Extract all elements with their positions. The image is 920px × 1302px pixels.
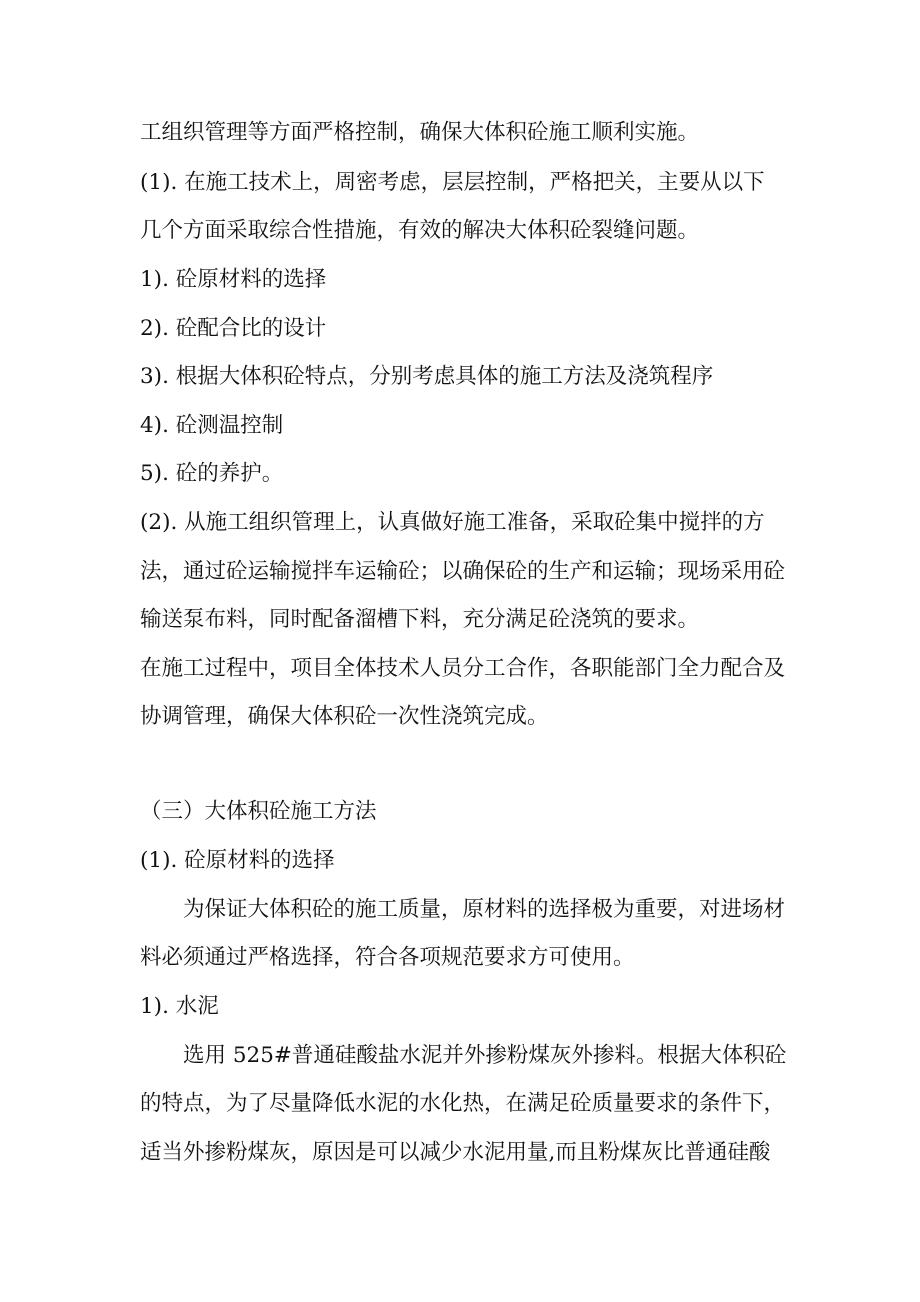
paragraph-line: 的特点，为了尽量降低水泥的水化热，在满足砼质量要求的条件下， (140, 1091, 786, 1116)
paragraph-line: 为保证大体积砼的施工质量，原材料的选择极为重要，对进场材 (183, 897, 786, 922)
list-item: 5). 砼的养护。 (140, 461, 284, 486)
paragraph-line: 在施工过程中，项目全体技术人员分工合作，各职能部门全力配合及 (140, 656, 786, 681)
section-heading: （三）大体积砼施工方法 (140, 799, 377, 824)
paragraph-line: 法，通过砼运输搅拌车运输砼；以确保砼的生产和运输；现场采用砼 (140, 559, 786, 584)
paragraph-line: 选用 525#普通硅酸盐水泥并外掺粉煤灰外掺料。根据大体积砼 (183, 1043, 787, 1068)
paragraph-line: 协调管理，确保大体积砼一次性浇筑完成。 (140, 704, 549, 729)
paragraph-line: (2). 从施工组织管理上，认真做好施工准备，采取砼集中搅拌的方 (140, 510, 765, 535)
subsection-heading: (1). 砼原材料的选择 (140, 848, 335, 873)
paragraph-line: 料必须通过严格选择，符合各项规范要求方可使用。 (140, 945, 635, 970)
paragraph-line: (1). 在施工技术上，周密考虑，层层控制，严格把关，主要从以下 (140, 170, 765, 195)
list-item: 1). 水泥 (140, 994, 219, 1019)
list-item: 4). 砼测温控制 (140, 413, 284, 438)
paragraph-line: 工组织管理等方面严格控制，确保大体积砼施工顺利实施。 (140, 120, 700, 145)
list-item: 1). 砼原材料的选择 (140, 267, 327, 292)
list-item: 3). 根据大体积砼特点，分别考虑具体的施工方法及浇筑程序 (140, 364, 714, 389)
paragraph-line: 适当外掺粉煤灰，原因是可以减少水泥用量,而且粉煤灰比普通硅酸 (140, 1140, 771, 1165)
paragraph-line: 输送泵布料，同时配备溜槽下料，充分满足砼浇筑的要求。 (140, 607, 700, 632)
paragraph-line: 几个方面采取综合性措施，有效的解决大体积砼裂缝问题。 (140, 218, 700, 243)
list-item: 2). 砼配合比的设计 (140, 316, 327, 341)
